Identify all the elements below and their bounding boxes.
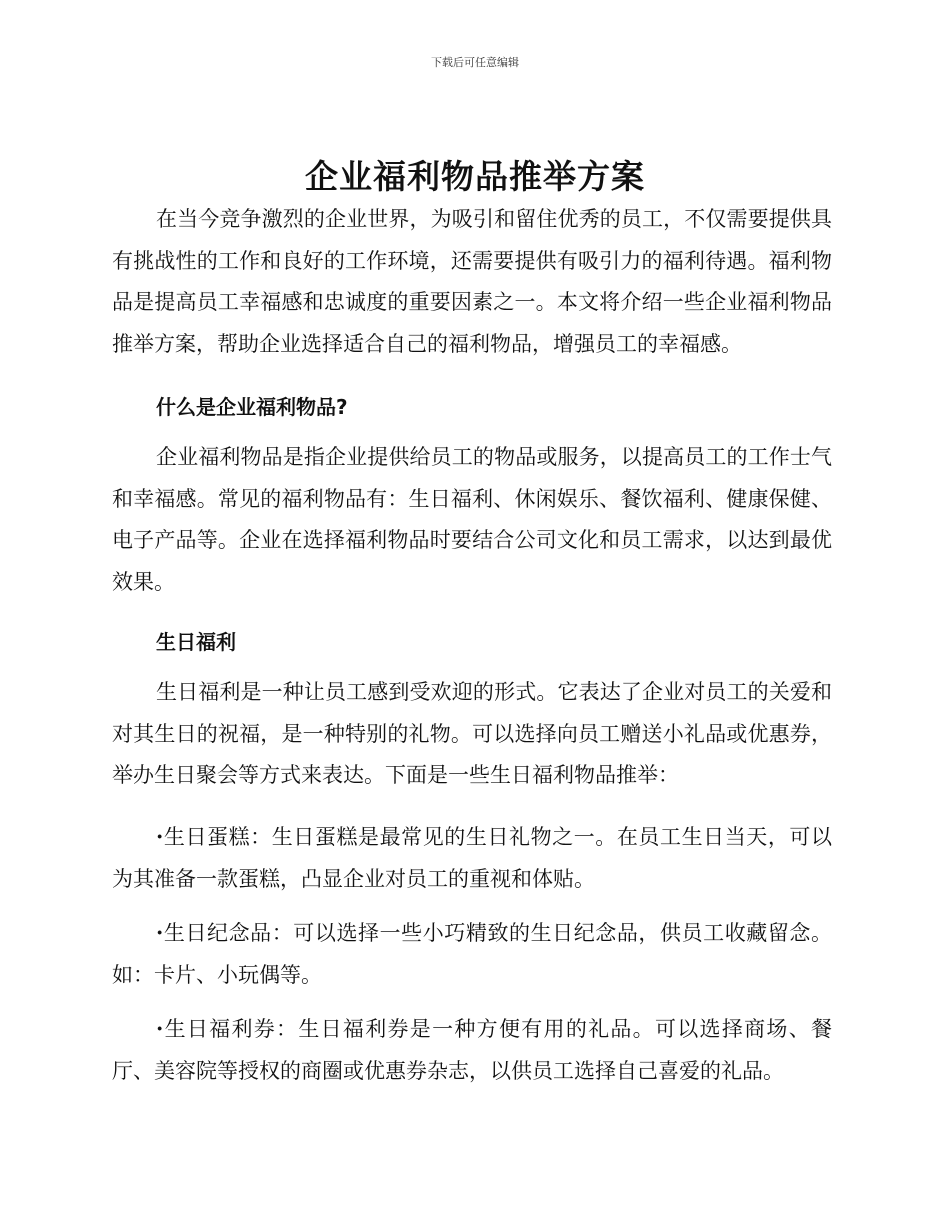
page-title: 企业福利物品推举方案 xyxy=(305,157,645,196)
bullet-dot: · xyxy=(156,920,164,945)
section-heading-birthday: 生日福利 xyxy=(156,630,236,654)
bullet-item-voucher xyxy=(112,1008,832,1092)
section2-paragraph: 生日福利是一种让员工感到受欢迎的形式。它表达了企业对员工的关爱和对其生日的祝福，是一种特别的礼物。可以选择向员工赠送小礼品或优惠券，举办生日聚会等方式来表达。下面是一些生日福利物品推举： xyxy=(112,680,832,787)
bullet-dot: · xyxy=(156,824,164,849)
section1-paragraph: 企业福利物品是指企业提供给员工的物品或服务，以提高员工的工作士气和幸福感。常见的福利物品有：生日福利、休闲娱乐、餐饮福利、健康保健、电子产品等。企业在选择福利物品时要结合公司文化和员工需求，以达到最优效果。 xyxy=(112,445,832,594)
bullet-dot: · xyxy=(156,1016,164,1041)
bullet-text: 生日蛋糕：生日蛋糕是最常见的生日礼物之一。在员工生日当天，可以为其准备一款蛋糕，凸显企业对员工的重视和体贴。 xyxy=(112,825,832,891)
bullet-item-souvenir xyxy=(112,912,832,996)
section-heading-what-is: 什么是企业福利物品? xyxy=(156,395,348,419)
bullet-item-cake xyxy=(112,816,832,900)
bullet-text: 生日福利券：生日福利券是一种方便有用的礼品。可以选择商场、餐厅、美容院等授权的商圈或优惠券杂志，以供员工选择自己喜爱的礼品。 xyxy=(112,1017,832,1083)
intro-paragraph: 在当今竞争激烈的企业世界，为吸引和留住优秀的员工，不仅需要提供具有挑战性的工作和良好的工作环境，还需要提供有吸引力的福利待遇。福利物品是提高员工幸福感和忠诚度的重要因素之一。本文将介绍一些企业福利物品推举方案，帮助企业选择适合自己的福利物品，增强员工的幸福感。 xyxy=(112,207,832,356)
bullet-text: 生日纪念品：可以选择一些小巧精致的生日纪念品，供员工收藏留念。如：卡片、小玩偶等。 xyxy=(112,921,832,987)
header-note: 下载后可任意编辑 xyxy=(431,56,519,69)
